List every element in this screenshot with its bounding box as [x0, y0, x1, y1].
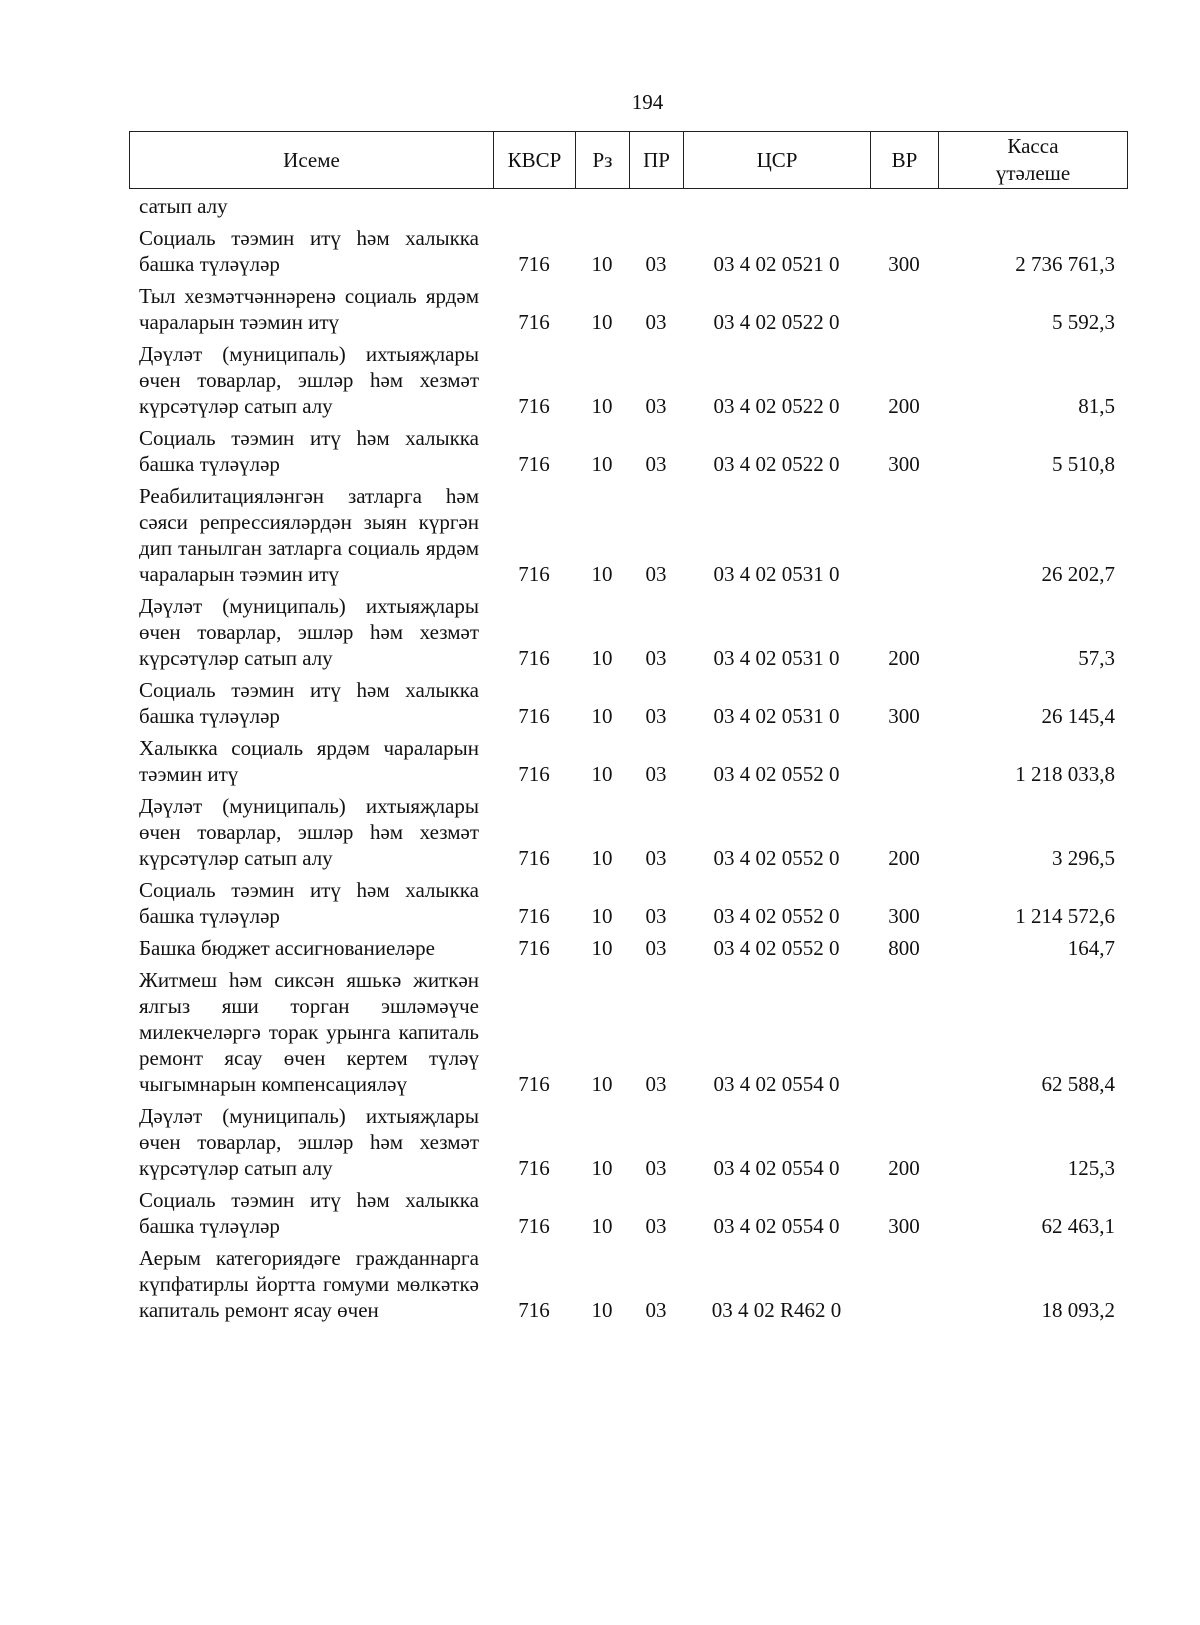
row-kvsr: 716: [518, 310, 550, 334]
row-kvsr: 716: [518, 936, 550, 960]
row-name: Халыкка социаль ярдәм чараларын тәэмин итү: [139, 736, 479, 786]
row-amount: 164,7: [1067, 936, 1115, 960]
row-rz: 10: [591, 936, 613, 960]
row-csr: 03 4 02 R462 0: [711, 1298, 842, 1322]
row-csr: 03 4 02 0531 0: [713, 704, 840, 728]
row-csr: 03 4 02 0552 0: [713, 936, 840, 960]
row-csr: 03 4 02 0554 0: [713, 1156, 840, 1180]
row-kvsr: 716: [518, 1156, 550, 1180]
table-row: [129, 961, 1127, 1097]
row-amount: 1 218 033,8: [1015, 762, 1115, 786]
table-row: [129, 929, 1127, 961]
row-csr: 03 4 02 0554 0: [713, 1072, 840, 1096]
page-number: 194: [631, 90, 664, 114]
table-row: [129, 335, 1127, 419]
row-csr: 03 4 02 0552 0: [713, 904, 840, 928]
row-kvsr: 716: [518, 1298, 550, 1322]
row-kvsr: 716: [518, 846, 550, 870]
row-vr: [870, 477, 938, 587]
row-kvsr: 716: [518, 394, 550, 418]
row-pr: 03: [645, 562, 667, 586]
row-kvsr: 716: [518, 252, 550, 276]
table-row: [129, 1181, 1127, 1239]
row-vr: 300: [888, 1214, 920, 1238]
row-amount: 5 592,3: [1052, 310, 1115, 334]
table-row: [129, 587, 1127, 671]
row-kvsr: 716: [518, 704, 550, 728]
row-pr: 03: [645, 846, 667, 870]
row-csr: 03 4 02 0522 0: [713, 452, 840, 476]
row-pr: 03: [645, 452, 667, 476]
carry-over-row: [129, 193, 1127, 219]
table-row: [129, 1239, 1127, 1323]
row-name: Аерым категориядәге гражданнарга күпфатирлы йортта гомуми мөлкәткә капиталь ремонт ясау өчен: [139, 1246, 479, 1322]
table-header: [129, 131, 1128, 189]
table-row: [129, 729, 1127, 787]
row-amount: 1 214 572,6: [1015, 904, 1115, 928]
row-kvsr: 716: [518, 904, 550, 928]
row-name: Социаль тәэмин итү һәм халыкка башка түләүләр: [139, 226, 479, 276]
row-rz: 10: [591, 1156, 613, 1180]
row-vr: 300: [888, 704, 920, 728]
row-name: Дәүләт (муниципаль) ихтыяҗлары өчен товарлар, эшләр һәм хезмәт күрсәтүләр сатып алу: [139, 794, 479, 870]
row-pr: 03: [645, 252, 667, 276]
row-rz: 10: [591, 762, 613, 786]
row-pr: 03: [645, 1298, 667, 1322]
header-amount: Касса үтәлеше: [939, 132, 1128, 189]
row-rz: 10: [591, 846, 613, 870]
row-csr: 03 4 02 0552 0: [713, 846, 840, 870]
row-rz: 10: [591, 394, 613, 418]
row-amount: 2 736 761,3: [1015, 252, 1115, 276]
row-csr: 03 4 02 0552 0: [713, 762, 840, 786]
row-vr: 200: [888, 646, 920, 670]
row-kvsr: 716: [518, 562, 550, 586]
row-name: Башка бюджет ассигнованиеләре: [139, 936, 435, 960]
row-amount: 5 510,8: [1052, 452, 1115, 476]
header-pr: ПР: [630, 132, 684, 189]
row-rz: 10: [591, 704, 613, 728]
row-amount: 62 588,4: [1041, 1072, 1115, 1096]
row-vr: [870, 1239, 938, 1323]
row-vr: 300: [888, 904, 920, 928]
row-name: Дәүләт (муниципаль) ихтыяҗлары өчен товарлар, эшләр һәм хезмәт күрсәтүләр сатып алу: [139, 1104, 479, 1180]
row-amount: 26 145,4: [1041, 704, 1115, 728]
row-vr: 300: [888, 252, 920, 276]
row-csr: 03 4 02 0521 0: [713, 252, 840, 276]
row-csr: 03 4 02 0554 0: [713, 1214, 840, 1238]
row-name: Тыл хезмәтчәннәренә социаль ярдәм чараларын тәэмин итү: [139, 284, 479, 334]
row-name: Реабилитацияләнгән затларга һәм сәяси репрессияләрдән зыян күргән дип танылган затларга социаль ярдәм чараларын тәэмин итү: [139, 484, 479, 586]
row-amount: 81,5: [1078, 394, 1115, 418]
row-name: Социаль тәэмин итү һәм халыкка башка түләүләр: [139, 878, 479, 928]
table-row: [129, 1097, 1127, 1181]
table-row: [129, 277, 1127, 335]
row-kvsr: 716: [518, 1072, 550, 1096]
row-vr: 200: [888, 394, 920, 418]
row-pr: 03: [645, 1156, 667, 1180]
row-pr: 03: [645, 762, 667, 786]
row-pr: 03: [645, 1214, 667, 1238]
row-name: Социаль тәэмин итү һәм халыкка башка түләүләр: [139, 678, 479, 728]
budget-table: [129, 193, 1127, 1323]
table-row: [129, 219, 1127, 277]
table-row: [129, 477, 1127, 587]
row-amount: 57,3: [1078, 646, 1115, 670]
row-name: Дәүләт (муниципаль) ихтыяҗлары өчен товарлар, эшләр һәм хезмәт күрсәтүләр сатып алу: [139, 594, 479, 670]
row-kvsr: 716: [518, 646, 550, 670]
row-rz: 10: [591, 1072, 613, 1096]
row-pr: 03: [645, 936, 667, 960]
carry-over-text: сатып алу: [139, 194, 228, 218]
row-vr: [870, 277, 938, 335]
row-vr: 800: [888, 936, 920, 960]
table-row: [129, 787, 1127, 871]
row-name: Социаль тәэмин итү һәм халыкка башка түләүләр: [139, 426, 479, 476]
row-rz: 10: [591, 1298, 613, 1322]
header-kvsr: КВСР: [494, 132, 576, 189]
row-csr: 03 4 02 0531 0: [713, 646, 840, 670]
row-csr: 03 4 02 0522 0: [713, 394, 840, 418]
header-name: Исеме: [130, 132, 494, 189]
row-rz: 10: [591, 452, 613, 476]
header-rz: Рз: [576, 132, 630, 189]
row-kvsr: 716: [518, 452, 550, 476]
row-vr: [870, 961, 938, 1097]
table-row: [129, 671, 1127, 729]
row-pr: 03: [645, 904, 667, 928]
row-csr: 03 4 02 0531 0: [713, 562, 840, 586]
row-pr: 03: [645, 704, 667, 728]
row-vr: [870, 729, 938, 787]
row-vr: 200: [888, 1156, 920, 1180]
row-amount: 62 463,1: [1041, 1214, 1115, 1238]
header-csr: ЦСР: [684, 132, 871, 189]
row-vr: 300: [888, 452, 920, 476]
row-pr: 03: [645, 310, 667, 334]
row-csr: 03 4 02 0522 0: [713, 310, 840, 334]
row-rz: 10: [591, 562, 613, 586]
row-rz: 10: [591, 310, 613, 334]
row-amount: 26 202,7: [1041, 562, 1115, 586]
row-kvsr: 716: [518, 1214, 550, 1238]
row-amount: 18 093,2: [1041, 1298, 1115, 1322]
row-kvsr: 716: [518, 762, 550, 786]
header-vr: ВР: [871, 132, 939, 189]
row-pr: 03: [645, 394, 667, 418]
row-name: Житмеш һәм сиксән яшькә житкән ялгыз яши торган эшләмәүче милекчеләргә торак урынга капиталь ремонт ясау өчен кертем түләү чыгымнарын компенсацияләү: [139, 968, 479, 1096]
row-amount: 3 296,5: [1052, 846, 1115, 870]
row-name: Дәүләт (муниципаль) ихтыяҗлары өчен товарлар, эшләр һәм хезмәт күрсәтүләр сатып алу: [139, 342, 479, 418]
row-pr: 03: [645, 646, 667, 670]
row-amount: 125,3: [1067, 1156, 1115, 1180]
table-row: [129, 871, 1127, 929]
row-rz: 10: [591, 904, 613, 928]
table-row: [129, 419, 1127, 477]
row-pr: 03: [645, 1072, 667, 1096]
row-vr: 200: [888, 846, 920, 870]
row-name: Социаль тәэмин итү һәм халыкка башка түләүләр: [139, 1188, 479, 1238]
row-rz: 10: [591, 1214, 613, 1238]
row-rz: 10: [591, 646, 613, 670]
row-rz: 10: [591, 252, 613, 276]
